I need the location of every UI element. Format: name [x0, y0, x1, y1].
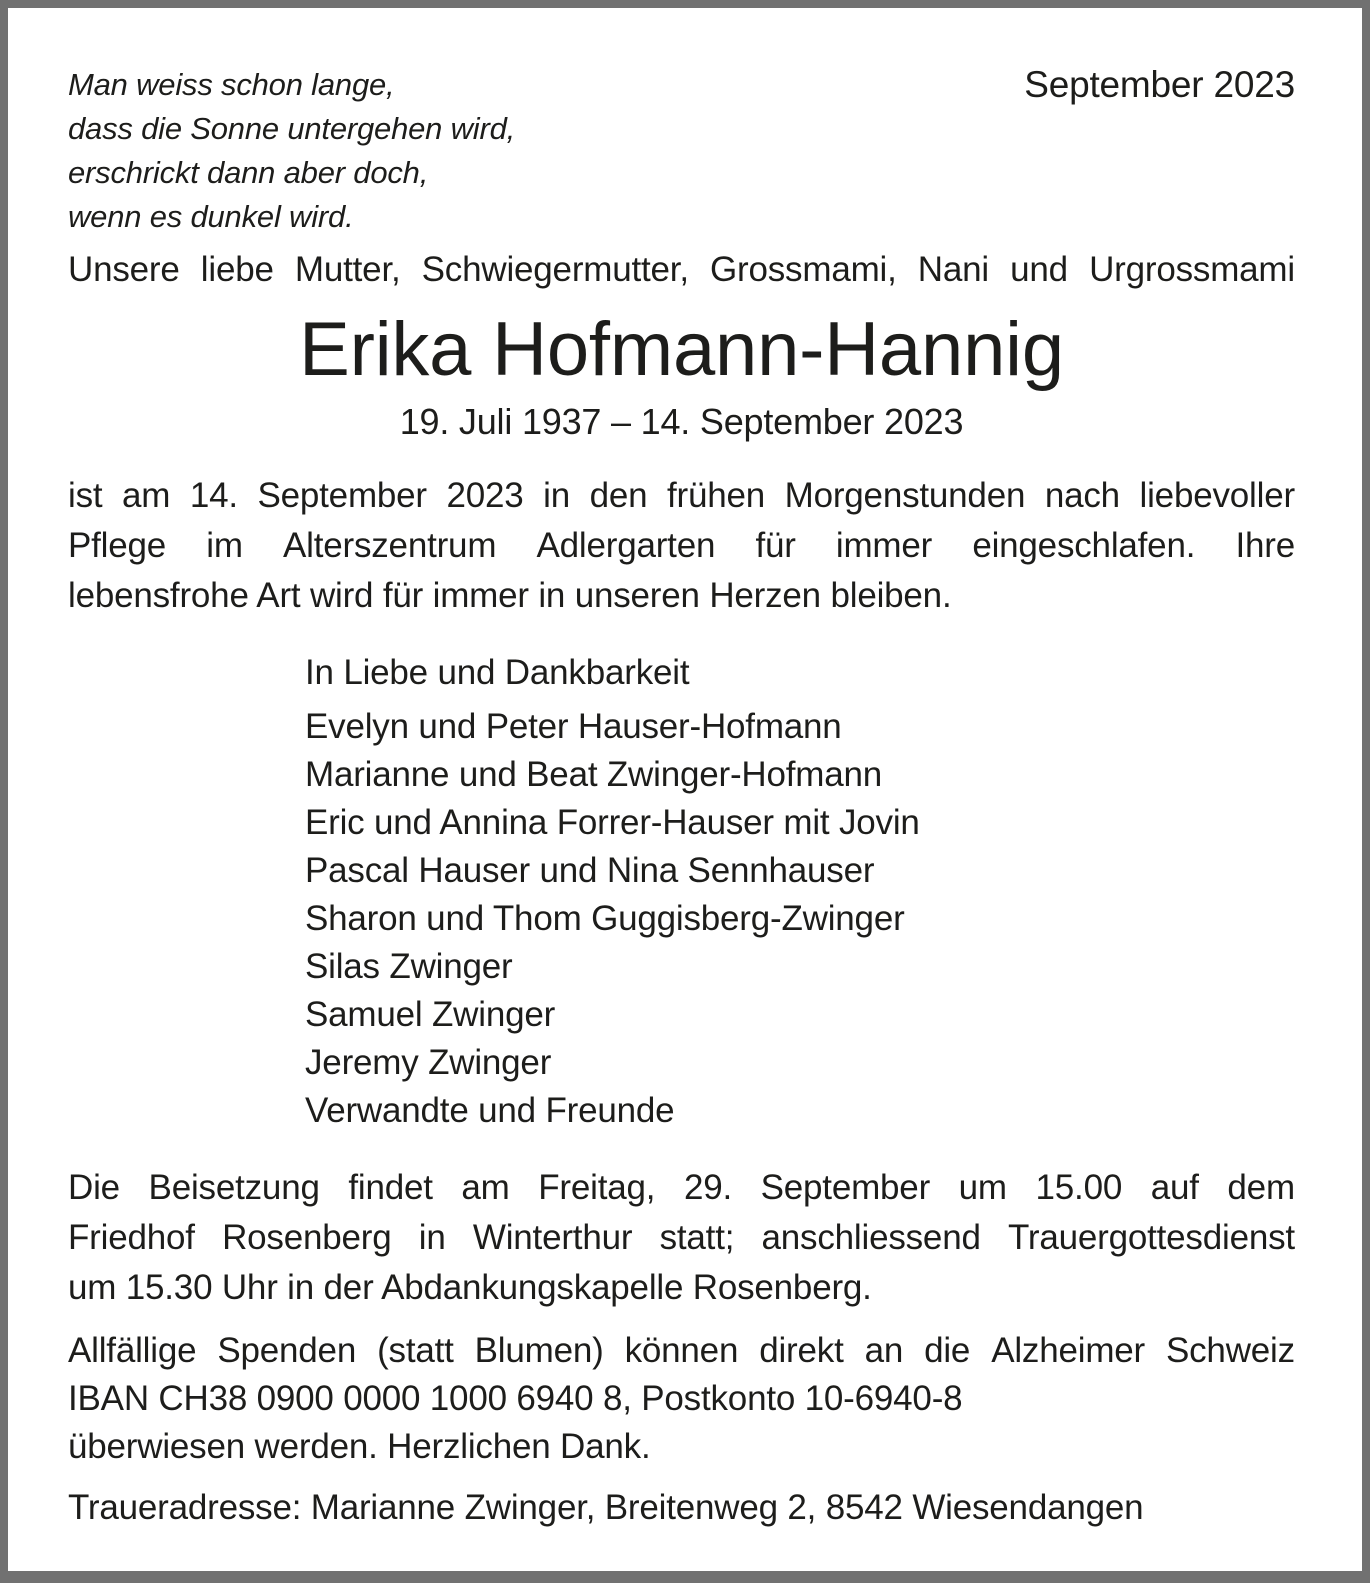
family-relation-line — [68, 247, 1295, 293]
text-line — [68, 521, 1295, 571]
text-word: (statt — [377, 1331, 454, 1370]
text-word: Rosenberg — [222, 1218, 392, 1257]
text-word: Grossmami, — [710, 250, 897, 289]
text-word: statt; — [659, 1218, 735, 1257]
text-word: immer — [835, 526, 933, 565]
text-line — [68, 1213, 1295, 1263]
text-word: 2023 — [446, 476, 524, 515]
text-word: Spenden — [217, 1331, 357, 1370]
text-word: in — [543, 476, 570, 515]
text-word: um — [958, 1168, 1007, 1207]
text-line: Jeremy Zwinger — [305, 1043, 552, 1082]
donation-information — [68, 1327, 1295, 1471]
text-line: Marianne und Beat Zwinger-Hofmann — [305, 755, 883, 794]
text-line: überwiesen werden. Herzlichen Dank. — [68, 1427, 651, 1466]
text-word: im — [206, 526, 243, 565]
text-word: den — [589, 476, 648, 515]
text-word: Unsere — [68, 250, 180, 289]
text-word: in — [418, 1218, 446, 1257]
obituary-text — [68, 471, 1295, 621]
text-word: nach — [1044, 476, 1120, 515]
text-word: Adlergarten — [536, 526, 716, 565]
text-word: 29. — [683, 1168, 732, 1207]
text-line: erschrickt dann aber doch, — [68, 155, 429, 190]
text-word: Schweiz — [1165, 1331, 1295, 1370]
text-word: eingeschlafen. — [972, 526, 1196, 565]
text-word: September — [257, 476, 427, 515]
text-line: Man weiss schon lange, — [68, 67, 395, 102]
text-line: Pascal Hauser und Nina Sennhauser — [305, 851, 875, 890]
text-word: liebe — [200, 250, 274, 289]
text-line: wenn es dunkel wird. — [68, 199, 354, 234]
life-dates: 19. Juli 1937 – 14. September 2023 — [399, 401, 964, 442]
text-word: die — [924, 1331, 971, 1370]
text-line — [68, 1327, 1295, 1375]
text-word: Allfällige — [68, 1331, 197, 1370]
text-word: am — [122, 476, 171, 515]
text-line: Evelyn und Peter Hauser-Hofmann — [305, 707, 842, 746]
text-word: September — [760, 1168, 931, 1207]
mourning-address: Traueradresse: Marianne Zwinger, Breitenweg 2, 8542 Wiesendangen — [68, 1488, 1144, 1527]
text-word: Urgrossmami — [1089, 250, 1295, 289]
deceased-name: Erika Hofmann-Hannig — [299, 307, 1064, 392]
text-line — [68, 471, 1295, 521]
text-line: lebensfrohe Art wird für immer in unseren Herzen bleiben. — [68, 576, 952, 615]
text-line — [68, 247, 1295, 293]
text-word: Nani — [917, 250, 989, 289]
text-word: können — [624, 1331, 739, 1370]
text-word: Blumen) — [474, 1331, 604, 1370]
text-line — [68, 1163, 1295, 1213]
text-line: Sharon und Thom Guggisberg-Zwinger — [305, 899, 905, 938]
text-line: um 15.30 Uhr in der Abdankungskapelle Rosenberg. — [68, 1268, 872, 1307]
poem-verse — [68, 63, 515, 239]
text-word: Trauergottesdienst — [1008, 1218, 1295, 1257]
text-line: Verwandte und Freunde — [305, 1091, 675, 1130]
text-line: Samuel Zwinger — [305, 995, 556, 1034]
text-word: liebevoller — [1139, 476, 1295, 515]
text-word: dem — [1227, 1168, 1295, 1207]
text-word: und — [1010, 250, 1068, 289]
text-word: direkt — [759, 1331, 844, 1370]
text-word: Mutter, — [294, 250, 401, 289]
text-word: 14. — [189, 476, 238, 515]
text-word: Beisetzung — [148, 1168, 320, 1207]
condolence-lead: In Liebe und Dankbarkeit — [305, 653, 690, 692]
text-word: Friedhof — [68, 1218, 195, 1257]
text-word: auf — [1150, 1168, 1199, 1207]
text-line: IBAN CH38 0900 0000 1000 6940 8, Postkonto 10-6940-8 — [68, 1379, 963, 1418]
text-word: Die — [68, 1168, 120, 1207]
text-word: 15.00 — [1035, 1168, 1123, 1207]
text-word: Alzheimer — [991, 1331, 1145, 1370]
text-word: Ihre — [1235, 526, 1295, 565]
text-word: Morgenstunden — [784, 476, 1026, 515]
text-word: Schwiegermutter, — [421, 250, 689, 289]
text-word: findet — [348, 1168, 433, 1207]
text-line: Silas Zwinger — [305, 947, 513, 986]
text-word: am — [461, 1168, 510, 1207]
text-word: für — [755, 526, 796, 565]
issue-date: September 2023 — [1024, 64, 1295, 105]
text-word: Freitag, — [538, 1168, 656, 1207]
text-word: Pflege — [68, 526, 167, 565]
text-word: Winterthur — [472, 1218, 633, 1257]
text-line: dass die Sonne untergehen wird, — [68, 111, 516, 146]
text-word: an — [864, 1331, 904, 1370]
family-members-list — [305, 703, 1295, 1135]
text-line: Eric und Annina Forrer-Hauser mit Jovin — [305, 803, 920, 842]
text-word: ist — [68, 476, 103, 515]
text-word: anschliessend — [761, 1218, 981, 1257]
text-word: Alterszentrum — [282, 526, 497, 565]
funeral-information — [68, 1163, 1295, 1313]
page-header — [68, 63, 1295, 239]
text-word: frühen — [666, 476, 766, 515]
